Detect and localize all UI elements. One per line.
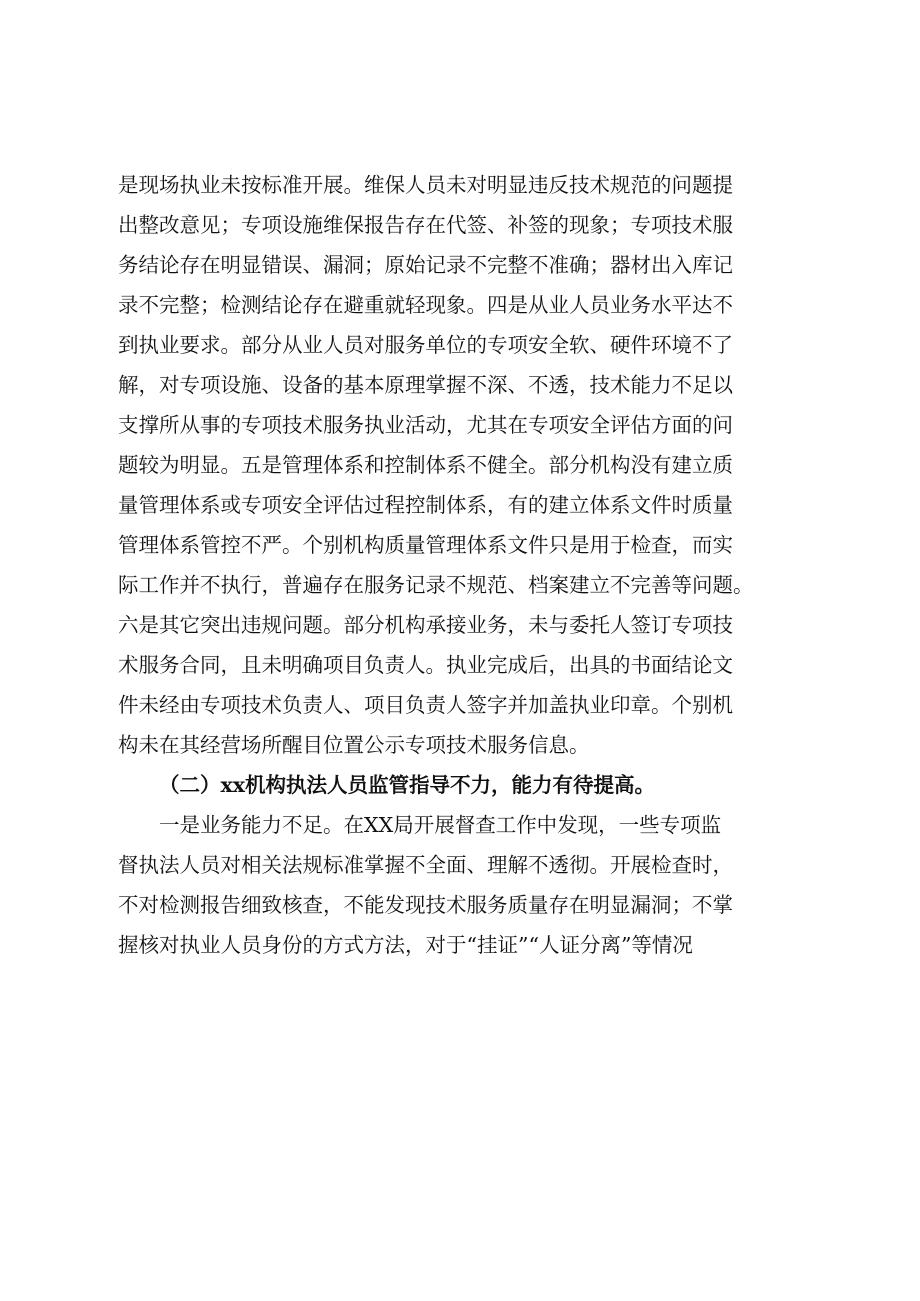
- paragraph-line: 解，对专项设施、设备的基本原理掌握不深、不透，技术能力不足以: [118, 373, 733, 397]
- paragraph-line: 际工作并不执行，普遍存在服务记录不规范、档案建立不完善等问题。: [118, 573, 754, 597]
- section-heading: （二）xx机构执法人员监管指导不力，能力有待提高。: [159, 773, 655, 797]
- paragraph-line: 督执法人员对相关法规标准掌握不全面、理解不透彻。开展检查时，: [118, 853, 733, 877]
- paragraph-line: 支撑所从事的专项技术服务执业活动，尤其在专项安全评估方面的问: [118, 413, 733, 437]
- paragraph-line: 题较为明显。五是管理体系和控制体系不健全。部分机构没有建立质: [118, 453, 733, 477]
- paragraph-line: 是现场执业未按标准开展。维保人员未对明显违反技术规范的问题提: [118, 173, 733, 197]
- paragraph-line: 到执业要求。部分从业人员对服务单位的专项安全软、硬件环境不了: [118, 333, 733, 357]
- paragraph-line: 录不完整；检测结论存在避重就轻现象。四是从业人员业务水平达不: [118, 293, 733, 317]
- paragraph-line: 管理体系管控不严。个别机构质量管理体系文件只是用于检查，而实: [118, 533, 733, 557]
- paragraph-line: 量管理体系或专项安全评估过程控制体系，有的建立体系文件时质量: [118, 493, 733, 517]
- document-body: [118, 165, 818, 965]
- paragraph-line: 务结论存在明显错误、漏洞；原始记录不完整不准确；器材出入库记: [118, 253, 733, 277]
- paragraph-line: 件未经由专项技术负责人、项目负责人签字并加盖执业印章。个别机: [118, 693, 733, 717]
- paragraph-line: 不对检测报告细致核查，不能发现技术服务质量存在明显漏洞；不掌: [118, 893, 733, 917]
- paragraph-line: 出整改意见；专项设施维保报告存在代签、补签的现象；专项技术服: [118, 213, 733, 237]
- paragraph-line: 术服务合同，且未明确项目负责人。执业完成后，出具的书面结论文: [118, 653, 733, 677]
- paragraph-line: 握核对执业人员身份的方式方法，对于“挂证”“人证分离”等情况: [118, 933, 693, 957]
- paragraph-line: 构未在其经营场所醒目位置公示专项技术服务信息。: [118, 733, 590, 757]
- paragraph-line: 六是其它突出违规问题。部分机构承接业务，未与委托人签订专项技: [118, 613, 733, 637]
- paragraph-line: 一是业务能力不足。在XX局开展督查工作中发现，一些专项监: [159, 813, 722, 837]
